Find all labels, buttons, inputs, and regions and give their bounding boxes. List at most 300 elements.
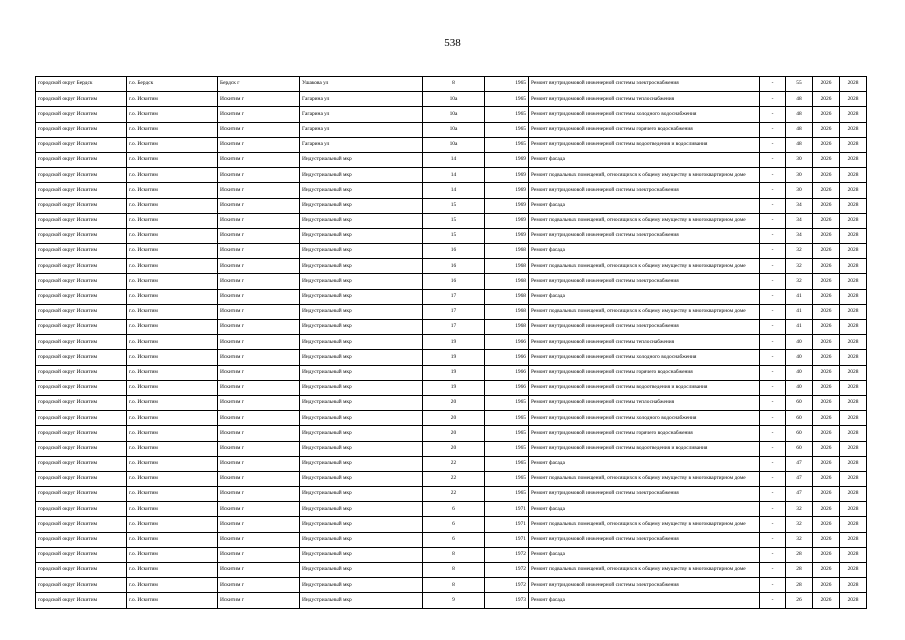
dash-cell: - — [760, 335, 786, 350]
dash-cell: - — [760, 77, 786, 92]
start-year-cell: 2026 — [813, 122, 840, 137]
table-row — [36, 213, 867, 228]
house-number-cell: 10а — [423, 92, 485, 107]
table-row — [36, 441, 867, 456]
end-year-cell: 2028 — [840, 183, 867, 198]
house-number-cell: 19 — [423, 365, 485, 380]
work-type-cell: Ремонт внутридомовой инженерной системы электроснабжения — [529, 228, 760, 243]
end-year-cell: 2028 — [840, 107, 867, 122]
build-year-cell: 1969 — [485, 213, 529, 228]
work-type-cell: Ремонт фасада — [529, 502, 760, 517]
start-year-cell: 2026 — [813, 320, 840, 335]
house-number-cell: 16 — [423, 274, 485, 289]
cost-cell: 40 — [786, 335, 813, 350]
table-row — [36, 426, 867, 441]
build-year-cell: 1965 — [485, 487, 529, 502]
municipality-cell: городской округ Бердск — [36, 77, 127, 92]
settlement-cell: Искитим г — [218, 441, 300, 456]
build-year-cell: 1966 — [485, 380, 529, 395]
end-year-cell: 2028 — [840, 198, 867, 213]
cost-cell: 41 — [786, 289, 813, 304]
municipality-cell: городской округ Искитим — [36, 563, 127, 578]
cost-cell: 47 — [786, 487, 813, 502]
settlement-cell: Искитим г — [218, 593, 300, 608]
municipality-cell: городской округ Искитим — [36, 350, 127, 365]
street-cell: Индустриальный мкр — [300, 578, 423, 593]
municipality-cell: городской округ Искитим — [36, 183, 127, 198]
cost-cell: 32 — [786, 259, 813, 274]
district-cell: г.о. Искитим — [127, 213, 218, 228]
end-year-cell: 2028 — [840, 137, 867, 152]
start-year-cell: 2026 — [813, 365, 840, 380]
dash-cell: - — [760, 350, 786, 365]
cost-cell: 32 — [786, 517, 813, 532]
dash-cell: - — [760, 487, 786, 502]
end-year-cell: 2028 — [840, 244, 867, 259]
cost-cell: 32 — [786, 502, 813, 517]
work-type-cell: Ремонт подвальных помещений, относящихся к общему имуществу в многоквартирном доме — [529, 259, 760, 274]
end-year-cell: 2028 — [840, 122, 867, 137]
work-type-cell: Ремонт фасада — [529, 456, 760, 471]
end-year-cell: 2028 — [840, 471, 867, 486]
dash-cell: - — [760, 502, 786, 517]
municipality-cell: городской округ Искитим — [36, 213, 127, 228]
street-cell: Индустриальный мкр — [300, 289, 423, 304]
build-year-cell: 1965 — [485, 107, 529, 122]
end-year-cell: 2028 — [840, 441, 867, 456]
table-row — [36, 304, 867, 319]
settlement-cell: Искитим г — [218, 107, 300, 122]
start-year-cell: 2026 — [813, 380, 840, 395]
table-row — [36, 350, 867, 365]
build-year-cell: 1969 — [485, 152, 529, 167]
table-row — [36, 244, 867, 259]
build-year-cell: 1966 — [485, 365, 529, 380]
dash-cell: - — [760, 137, 786, 152]
cost-cell: 47 — [786, 471, 813, 486]
build-year-cell: 1965 — [485, 411, 529, 426]
street-cell: Индустриальный мкр — [300, 532, 423, 547]
start-year-cell: 2026 — [813, 411, 840, 426]
house-number-cell: 17 — [423, 320, 485, 335]
work-type-cell: Ремонт фасада — [529, 593, 760, 608]
municipality-cell: городской округ Искитим — [36, 532, 127, 547]
settlement-cell: Искитим г — [218, 92, 300, 107]
municipality-cell: городской округ Искитим — [36, 547, 127, 562]
build-year-cell: 1971 — [485, 517, 529, 532]
build-year-cell: 1965 — [485, 456, 529, 471]
build-year-cell: 1969 — [485, 183, 529, 198]
work-type-cell: Ремонт внутридомовой инженерной системы электроснабжения — [529, 578, 760, 593]
street-cell: Индустриальный мкр — [300, 320, 423, 335]
table-row — [36, 578, 867, 593]
dash-cell: - — [760, 168, 786, 183]
district-cell: г.о. Искитим — [127, 411, 218, 426]
municipality-cell: городской округ Искитим — [36, 395, 127, 410]
municipality-cell: городской округ Искитим — [36, 198, 127, 213]
house-number-cell: 22 — [423, 487, 485, 502]
district-cell: г.о. Искитим — [127, 441, 218, 456]
build-year-cell: 1966 — [485, 335, 529, 350]
street-cell: Индустриальный мкр — [300, 152, 423, 167]
settlement-cell: Искитим г — [218, 456, 300, 471]
settlement-cell: Искитим г — [218, 547, 300, 562]
dash-cell: - — [760, 517, 786, 532]
settlement-cell: Бердск г — [218, 77, 300, 92]
table-row — [36, 137, 867, 152]
cost-cell: 60 — [786, 426, 813, 441]
cost-cell: 60 — [786, 395, 813, 410]
build-year-cell: 1969 — [485, 168, 529, 183]
table-row — [36, 365, 867, 380]
municipality-cell: городской округ Искитим — [36, 137, 127, 152]
house-number-cell: 8 — [423, 547, 485, 562]
end-year-cell: 2028 — [840, 92, 867, 107]
dash-cell: - — [760, 183, 786, 198]
start-year-cell: 2026 — [813, 228, 840, 243]
district-cell: г.о. Искитим — [127, 259, 218, 274]
start-year-cell: 2026 — [813, 532, 840, 547]
end-year-cell: 2028 — [840, 77, 867, 92]
street-cell: Гагарина ул — [300, 107, 423, 122]
start-year-cell: 2026 — [813, 471, 840, 486]
cost-cell: 34 — [786, 198, 813, 213]
house-number-cell: 17 — [423, 289, 485, 304]
start-year-cell: 2026 — [813, 274, 840, 289]
work-type-cell: Ремонт фасада — [529, 289, 760, 304]
house-number-cell: 10а — [423, 107, 485, 122]
start-year-cell: 2026 — [813, 168, 840, 183]
start-year-cell: 2026 — [813, 213, 840, 228]
settlement-cell: Искитим г — [218, 487, 300, 502]
cost-cell: 55 — [786, 77, 813, 92]
build-year-cell: 1965 — [485, 77, 529, 92]
build-year-cell: 1968 — [485, 274, 529, 289]
house-number-cell: 6 — [423, 532, 485, 547]
municipality-cell: городской округ Искитим — [36, 456, 127, 471]
build-year-cell: 1965 — [485, 122, 529, 137]
district-cell: г.о. Искитим — [127, 502, 218, 517]
start-year-cell: 2026 — [813, 289, 840, 304]
work-type-cell: Ремонт внутридомовой инженерной системы горячего водоснабжения — [529, 122, 760, 137]
dash-cell: - — [760, 274, 786, 289]
cost-cell: 28 — [786, 578, 813, 593]
work-type-cell: Ремонт внутридомовой инженерной системы электроснабжения — [529, 487, 760, 502]
dash-cell: - — [760, 198, 786, 213]
table-row — [36, 502, 867, 517]
settlement-cell: Искитим г — [218, 274, 300, 289]
house-number-cell: 14 — [423, 183, 485, 198]
house-number-cell: 22 — [423, 456, 485, 471]
house-number-cell: 15 — [423, 213, 485, 228]
municipality-cell: городской округ Искитим — [36, 471, 127, 486]
build-year-cell: 1968 — [485, 289, 529, 304]
house-number-cell: 19 — [423, 350, 485, 365]
settlement-cell: Искитим г — [218, 183, 300, 198]
dash-cell: - — [760, 547, 786, 562]
table-row — [36, 152, 867, 167]
street-cell: Индустриальный мкр — [300, 259, 423, 274]
district-cell: г.о. Искитим — [127, 380, 218, 395]
start-year-cell: 2026 — [813, 487, 840, 502]
municipality-cell: городской округ Искитим — [36, 502, 127, 517]
settlement-cell: Искитим г — [218, 395, 300, 410]
work-type-cell: Ремонт внутридомовой инженерной системы электроснабжения — [529, 532, 760, 547]
end-year-cell: 2028 — [840, 365, 867, 380]
dash-cell: - — [760, 441, 786, 456]
dash-cell: - — [760, 304, 786, 319]
end-year-cell: 2028 — [840, 350, 867, 365]
house-number-cell: 16 — [423, 244, 485, 259]
settlement-cell: Искитим г — [218, 137, 300, 152]
municipality-cell: городской округ Искитим — [36, 380, 127, 395]
street-cell: Индустриальный мкр — [300, 244, 423, 259]
cost-cell: 60 — [786, 411, 813, 426]
start-year-cell: 2026 — [813, 350, 840, 365]
street-cell: Индустриальный мкр — [300, 487, 423, 502]
district-cell: г.о. Искитим — [127, 107, 218, 122]
district-cell: г.о. Искитим — [127, 137, 218, 152]
start-year-cell: 2026 — [813, 198, 840, 213]
house-number-cell: 20 — [423, 411, 485, 426]
work-type-cell: Ремонт фасада — [529, 152, 760, 167]
start-year-cell: 2026 — [813, 426, 840, 441]
street-cell: Индустриальный мкр — [300, 471, 423, 486]
work-type-cell: Ремонт внутридомовой инженерной системы теплоснабжения — [529, 335, 760, 350]
municipality-cell: городской округ Искитим — [36, 168, 127, 183]
work-type-cell: Ремонт подвальных помещений, относящихся к общему имуществу в многоквартирном доме — [529, 471, 760, 486]
repair-schedule-table — [35, 76, 867, 609]
district-cell: г.о. Искитим — [127, 183, 218, 198]
end-year-cell: 2028 — [840, 578, 867, 593]
start-year-cell: 2026 — [813, 92, 840, 107]
dash-cell: - — [760, 593, 786, 608]
start-year-cell: 2026 — [813, 456, 840, 471]
district-cell: г.о. Искитим — [127, 228, 218, 243]
house-number-cell: 16 — [423, 259, 485, 274]
cost-cell: 60 — [786, 441, 813, 456]
build-year-cell: 1966 — [485, 350, 529, 365]
start-year-cell: 2026 — [813, 137, 840, 152]
table-row — [36, 198, 867, 213]
municipality-cell: городской округ Искитим — [36, 335, 127, 350]
end-year-cell: 2028 — [840, 456, 867, 471]
table-row — [36, 411, 867, 426]
work-type-cell: Ремонт внутридомовой инженерной системы холодного водоснабжения — [529, 107, 760, 122]
end-year-cell: 2028 — [840, 487, 867, 502]
settlement-cell: Искитим г — [218, 350, 300, 365]
district-cell: г.о. Искитим — [127, 350, 218, 365]
municipality-cell: городской округ Искитим — [36, 228, 127, 243]
work-type-cell: Ремонт внутридомовой инженерной системы электроснабжения — [529, 320, 760, 335]
table-row — [36, 320, 867, 335]
street-cell: Гагарина ул — [300, 92, 423, 107]
end-year-cell: 2028 — [840, 168, 867, 183]
settlement-cell: Искитим г — [218, 578, 300, 593]
municipality-cell: городской округ Искитим — [36, 487, 127, 502]
settlement-cell: Искитим г — [218, 304, 300, 319]
table-row — [36, 487, 867, 502]
table-row — [36, 395, 867, 410]
cost-cell: 32 — [786, 244, 813, 259]
district-cell: г.о. Искитим — [127, 122, 218, 137]
house-number-cell: 14 — [423, 168, 485, 183]
settlement-cell: Искитим г — [218, 168, 300, 183]
table-row — [36, 517, 867, 532]
district-cell: г.о. Искитим — [127, 547, 218, 562]
district-cell: г.о. Искитим — [127, 593, 218, 608]
street-cell: Индустриальный мкр — [300, 563, 423, 578]
cost-cell: 41 — [786, 304, 813, 319]
table-row — [36, 547, 867, 562]
work-type-cell: Ремонт подвальных помещений, относящихся к общему имуществу в многоквартирном доме — [529, 304, 760, 319]
district-cell: г.о. Искитим — [127, 365, 218, 380]
settlement-cell: Искитим г — [218, 289, 300, 304]
district-cell: г.о. Искитим — [127, 426, 218, 441]
end-year-cell: 2028 — [840, 563, 867, 578]
table-row — [36, 274, 867, 289]
work-type-cell: Ремонт внутридомовой инженерной системы электроснабжения — [529, 183, 760, 198]
dash-cell: - — [760, 228, 786, 243]
street-cell: Индустриальный мкр — [300, 198, 423, 213]
work-type-cell: Ремонт подвальных помещений, относящихся к общему имуществу в многоквартирном доме — [529, 517, 760, 532]
start-year-cell: 2026 — [813, 304, 840, 319]
district-cell: г.о. Бердск — [127, 77, 218, 92]
settlement-cell: Искитим г — [218, 365, 300, 380]
work-type-cell: Ремонт фасада — [529, 244, 760, 259]
dash-cell: - — [760, 365, 786, 380]
district-cell: г.о. Искитим — [127, 471, 218, 486]
municipality-cell: городской округ Искитим — [36, 320, 127, 335]
municipality-cell: городской округ Искитим — [36, 517, 127, 532]
district-cell: г.о. Искитим — [127, 395, 218, 410]
dash-cell: - — [760, 259, 786, 274]
settlement-cell: Искитим г — [218, 259, 300, 274]
settlement-cell: Искитим г — [218, 213, 300, 228]
start-year-cell: 2026 — [813, 563, 840, 578]
dash-cell: - — [760, 107, 786, 122]
cost-cell: 41 — [786, 320, 813, 335]
dash-cell: - — [760, 380, 786, 395]
street-cell: Индустриальный мкр — [300, 335, 423, 350]
build-year-cell: 1965 — [485, 137, 529, 152]
table-row — [36, 456, 867, 471]
build-year-cell: 1972 — [485, 563, 529, 578]
start-year-cell: 2026 — [813, 441, 840, 456]
start-year-cell: 2026 — [813, 259, 840, 274]
cost-cell: 32 — [786, 274, 813, 289]
dash-cell: - — [760, 532, 786, 547]
table-row — [36, 168, 867, 183]
end-year-cell: 2028 — [840, 152, 867, 167]
cost-cell: 47 — [786, 456, 813, 471]
work-type-cell: Ремонт внутридомовой инженерной системы водоотведения и водосливания — [529, 441, 760, 456]
build-year-cell: 1968 — [485, 304, 529, 319]
work-type-cell: Ремонт внутридомовой инженерной системы теплоснабжения — [529, 92, 760, 107]
cost-cell: 34 — [786, 213, 813, 228]
work-type-cell: Ремонт фасада — [529, 198, 760, 213]
build-year-cell: 1965 — [485, 92, 529, 107]
dash-cell: - — [760, 578, 786, 593]
table-row — [36, 563, 867, 578]
work-type-cell: Ремонт фасада — [529, 547, 760, 562]
settlement-cell: Искитим г — [218, 152, 300, 167]
dash-cell: - — [760, 92, 786, 107]
dash-cell: - — [760, 395, 786, 410]
district-cell: г.о. Искитим — [127, 456, 218, 471]
work-type-cell: Ремонт внутридомовой инженерной системы водоотведения и водосливания — [529, 380, 760, 395]
work-type-cell: Ремонт внутридомовой инженерной системы электроснабжения — [529, 77, 760, 92]
dash-cell: - — [760, 213, 786, 228]
district-cell: г.о. Искитим — [127, 304, 218, 319]
dash-cell: - — [760, 563, 786, 578]
cost-cell: 28 — [786, 547, 813, 562]
street-cell: Индустриальный мкр — [300, 365, 423, 380]
end-year-cell: 2028 — [840, 502, 867, 517]
dash-cell: - — [760, 244, 786, 259]
house-number-cell: 20 — [423, 441, 485, 456]
cost-cell: 30 — [786, 183, 813, 198]
table-row — [36, 77, 867, 92]
street-cell: Индустриальный мкр — [300, 411, 423, 426]
street-cell: Индустриальный мкр — [300, 228, 423, 243]
end-year-cell: 2028 — [840, 259, 867, 274]
municipality-cell: городской округ Искитим — [36, 578, 127, 593]
table-row — [36, 122, 867, 137]
start-year-cell: 2026 — [813, 244, 840, 259]
end-year-cell: 2028 — [840, 593, 867, 608]
build-year-cell: 1971 — [485, 532, 529, 547]
work-type-cell: Ремонт внутридомовой инженерной системы электроснабжения — [529, 274, 760, 289]
street-cell: Гагарина ул — [300, 137, 423, 152]
end-year-cell: 2028 — [840, 395, 867, 410]
district-cell: г.о. Искитим — [127, 320, 218, 335]
settlement-cell: Искитим г — [218, 380, 300, 395]
end-year-cell: 2028 — [840, 335, 867, 350]
page-number: 538 — [444, 37, 461, 49]
house-number-cell: 10а — [423, 122, 485, 137]
settlement-cell: Искитим г — [218, 471, 300, 486]
house-number-cell: 19 — [423, 335, 485, 350]
build-year-cell: 1965 — [485, 395, 529, 410]
end-year-cell: 2028 — [840, 289, 867, 304]
cost-cell: 48 — [786, 122, 813, 137]
start-year-cell: 2026 — [813, 578, 840, 593]
municipality-cell: городской округ Искитим — [36, 259, 127, 274]
dash-cell: - — [760, 289, 786, 304]
cost-cell: 40 — [786, 365, 813, 380]
start-year-cell: 2026 — [813, 107, 840, 122]
street-cell: Индустриальный мкр — [300, 380, 423, 395]
end-year-cell: 2028 — [840, 274, 867, 289]
house-number-cell: 8 — [423, 578, 485, 593]
table-row — [36, 92, 867, 107]
end-year-cell: 2028 — [840, 547, 867, 562]
municipality-cell: городской округ Искитим — [36, 441, 127, 456]
street-cell: Ушакова ул — [300, 77, 423, 92]
house-number-cell: 22 — [423, 471, 485, 486]
settlement-cell: Искитим г — [218, 244, 300, 259]
start-year-cell: 2026 — [813, 593, 840, 608]
work-type-cell: Ремонт внутридомовой инженерной системы горячего водоснабжения — [529, 426, 760, 441]
street-cell: Индустриальный мкр — [300, 441, 423, 456]
start-year-cell: 2026 — [813, 335, 840, 350]
end-year-cell: 2028 — [840, 380, 867, 395]
house-number-cell: 6 — [423, 502, 485, 517]
municipality-cell: городской округ Искитим — [36, 107, 127, 122]
street-cell: Индустриальный мкр — [300, 168, 423, 183]
cost-cell: 40 — [786, 380, 813, 395]
